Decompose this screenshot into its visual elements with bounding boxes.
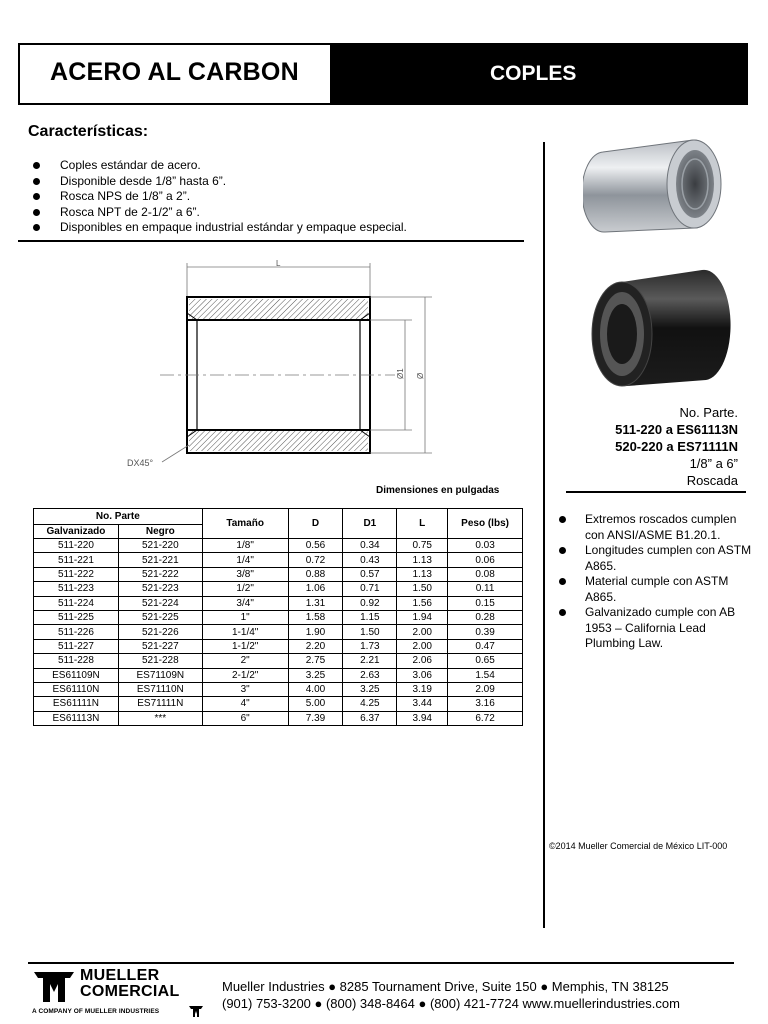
cell-tamano: 3" [202,682,288,696]
mueller-small-mark-icon [189,1006,203,1017]
label-chamfer: DX45° [127,458,154,468]
cell-d1: 1.50 [343,625,397,639]
section-divider [18,240,524,242]
part-range-galvanized: 511-220 a ES61113N [615,422,738,437]
logo-tagline: A COMPANY OF MUELLER INDUSTRIES [32,1008,160,1015]
cell-galvanizado: ES61113N [34,711,119,725]
cell-l: 0.75 [397,539,448,553]
cell-peso: 0.65 [448,654,523,668]
cell-peso: 0.11 [448,582,523,596]
spec-item: Longitudes cumplen con ASTM A865. [556,543,756,574]
cell-l: 2.00 [397,625,448,639]
cell-galvanizado: ES61110N [34,682,119,696]
cell-d1: 4.25 [343,697,397,711]
footer-divider [28,962,734,964]
cell-negro: 521-224 [118,596,202,610]
cell-galvanizado: 511-221 [34,553,119,567]
cell-negro: 521-227 [118,639,202,653]
cell-d1: 2.63 [343,668,397,682]
hatch-bottom [189,430,368,451]
cell-tamano: 1/2" [202,582,288,596]
table-row [34,625,523,639]
black-coupling-photo [582,262,732,394]
cell-tamano: 1/8" [202,539,288,553]
cell-d1: 6.37 [343,711,397,725]
cell-d1: 3.25 [343,682,397,696]
cell-d: 1.06 [288,582,343,596]
cell-peso: 0.15 [448,596,523,610]
cell-galvanizado: 511-226 [34,625,119,639]
cell-tamano: 1/4" [202,553,288,567]
cell-peso: 2.09 [448,682,523,696]
cell-d1: 0.57 [343,567,397,581]
cell-galvanizado: 511-220 [34,539,119,553]
cell-tamano: 2-1/2" [202,668,288,682]
table-row [34,553,523,567]
table-row [34,596,523,610]
table-row [34,610,523,624]
label-d1: Ø1 [396,368,405,379]
cell-d: 7.39 [288,711,343,725]
cell-peso: 0.39 [448,625,523,639]
spec-item: Galvanizado cumple con AB 1953 – California Lead Plumbing Law. [556,605,756,652]
cell-galvanizado: 511-225 [34,610,119,624]
feature-item: Rosca NPS de 1/8” a 2”. [30,189,407,205]
cell-d: 1.58 [288,610,343,624]
cell-galvanizado: ES61111N [34,697,119,711]
cell-tamano: 6" [202,711,288,725]
footer-address: Mueller Industries ● 8285 Tournament Drive, Suite 150 ● Memphis, TN 38125 [222,979,669,994]
cell-l: 3.44 [397,697,448,711]
cell-peso: 6.72 [448,711,523,725]
feature-item: Disponible desde 1/8” hasta 6”. [30,174,407,190]
header-right-panel [330,45,746,103]
cell-d1: 1.73 [343,639,397,653]
table-row [34,668,523,682]
header-d: D [288,509,343,539]
hatch-top [189,299,368,320]
cell-negro: *** [118,711,202,725]
logo-line1: MUELLER [80,967,160,984]
cell-l: 3.06 [397,668,448,682]
header-tamano: Tamaño [202,509,288,539]
table-row [34,682,523,696]
table-row [34,567,523,581]
cell-d: 2.75 [288,654,343,668]
cell-negro: 521-220 [118,539,202,553]
chamfer-leader [162,445,189,462]
header-galvanizado: Galvanizado [34,525,119,539]
cell-galvanizado: 511-224 [34,596,119,610]
mueller-logo-mark-icon [32,970,76,1004]
table-row [34,711,523,725]
cell-galvanizado: 511-223 [34,582,119,596]
cell-tamano: 1" [202,610,288,624]
cell-d: 1.90 [288,625,343,639]
part-sizes: 1/8” a 6” [689,456,738,471]
table-caption: Dimensiones en pulgadas [376,485,500,496]
label-l: L [276,259,281,268]
part-range-black: 520-220 a ES71111N [615,439,738,454]
header-l: L [397,509,448,539]
spec-item: Material cumple con ASTM A865. [556,574,756,605]
cell-peso: 0.47 [448,639,523,653]
cell-l: 3.94 [397,711,448,725]
cell-peso: 1.54 [448,668,523,682]
cell-peso: 0.08 [448,567,523,581]
cell-l: 2.00 [397,639,448,653]
part-type: Roscada [686,473,738,488]
page-title: ACERO AL CARBON [50,58,299,86]
cell-galvanizado: 511-228 [34,654,119,668]
header-banner [18,43,748,105]
cell-d: 5.00 [288,697,343,711]
cell-d1: 0.92 [343,596,397,610]
galvanized-coupling-photo [583,132,731,240]
cell-l: 2.06 [397,654,448,668]
table-row [34,697,523,711]
cell-d1: 0.34 [343,539,397,553]
page-subtitle: COPLES [490,62,577,85]
logo-line2: COMERCIAL [80,983,180,1000]
header-negro: Negro [118,525,202,539]
table-row [34,582,523,596]
cell-negro: ES71109N [118,668,202,682]
cell-negro: 521-221 [118,553,202,567]
cell-peso: 3.16 [448,697,523,711]
cell-peso: 0.06 [448,553,523,567]
header-no-parte: No. Parte [34,509,203,525]
cell-negro: 521-225 [118,610,202,624]
mueller-logo [32,968,207,1020]
part-info-label: No. Parte. [679,405,738,420]
cell-l: 1.50 [397,582,448,596]
cell-galvanizado: 511-227 [34,639,119,653]
cell-negro: ES71111N [118,697,202,711]
cell-galvanizado: ES61109N [34,668,119,682]
cell-l: 1.56 [397,596,448,610]
cell-l: 1.13 [397,553,448,567]
feature-item: Rosca NPT de 2-1/2” a 6”. [30,205,407,221]
cell-l: 1.13 [397,567,448,581]
features-heading: Características: [28,123,149,140]
cell-d: 0.56 [288,539,343,553]
column-divider [543,142,545,928]
spec-item: Extremos roscados cumplen con ANSI/ASME B1.20.1. [556,512,756,543]
cell-d: 4.00 [288,682,343,696]
cell-galvanizado: 511-222 [34,567,119,581]
cell-tamano: 2" [202,654,288,668]
cell-tamano: 1-1/2" [202,639,288,653]
header-left-panel [20,45,330,103]
coupling-drawing [120,255,450,475]
table-row [34,654,523,668]
cell-d1: 0.43 [343,553,397,567]
cell-peso: 0.28 [448,610,523,624]
table-body [34,539,523,726]
cell-negro: ES71110N [118,682,202,696]
cell-d: 2.20 [288,639,343,653]
cell-tamano: 3/4" [202,596,288,610]
cell-d: 3.25 [288,668,343,682]
copyright-notice: ©2014 Mueller Comercial de México LIT-000 [549,841,728,851]
header-peso: Peso (lbs) [448,509,523,539]
label-d: Ø [416,372,425,379]
features-list [30,158,407,236]
cell-negro: 521-228 [118,654,202,668]
cell-d1: 0.71 [343,582,397,596]
cell-l: 1.94 [397,610,448,624]
cell-d1: 2.21 [343,654,397,668]
cell-peso: 0.03 [448,539,523,553]
cell-tamano: 4" [202,697,288,711]
specs-list [556,512,756,652]
cell-d: 0.88 [288,567,343,581]
cell-negro: 521-223 [118,582,202,596]
part-info [560,404,738,489]
footer-contact: (901) 753-3200 ● (800) 348-8464 ● (800) 421-7724 www.muellerindustries.com [222,996,680,1011]
part-info-divider [566,491,746,493]
cell-negro: 521-226 [118,625,202,639]
header-d1: D1 [343,509,397,539]
cell-d: 0.72 [288,553,343,567]
cell-d: 1.31 [288,596,343,610]
cell-tamano: 3/8" [202,567,288,581]
table-row [34,639,523,653]
cell-tamano: 1-1/4" [202,625,288,639]
feature-item: Disponibles en empaque industrial estándar y empaque especial. [30,220,407,236]
table-row [34,539,523,553]
cell-l: 3.19 [397,682,448,696]
dimensions-table [33,508,523,726]
feature-item: Coples estándar de acero. [30,158,407,174]
cell-d1: 1.15 [343,610,397,624]
cell-negro: 521-222 [118,567,202,581]
